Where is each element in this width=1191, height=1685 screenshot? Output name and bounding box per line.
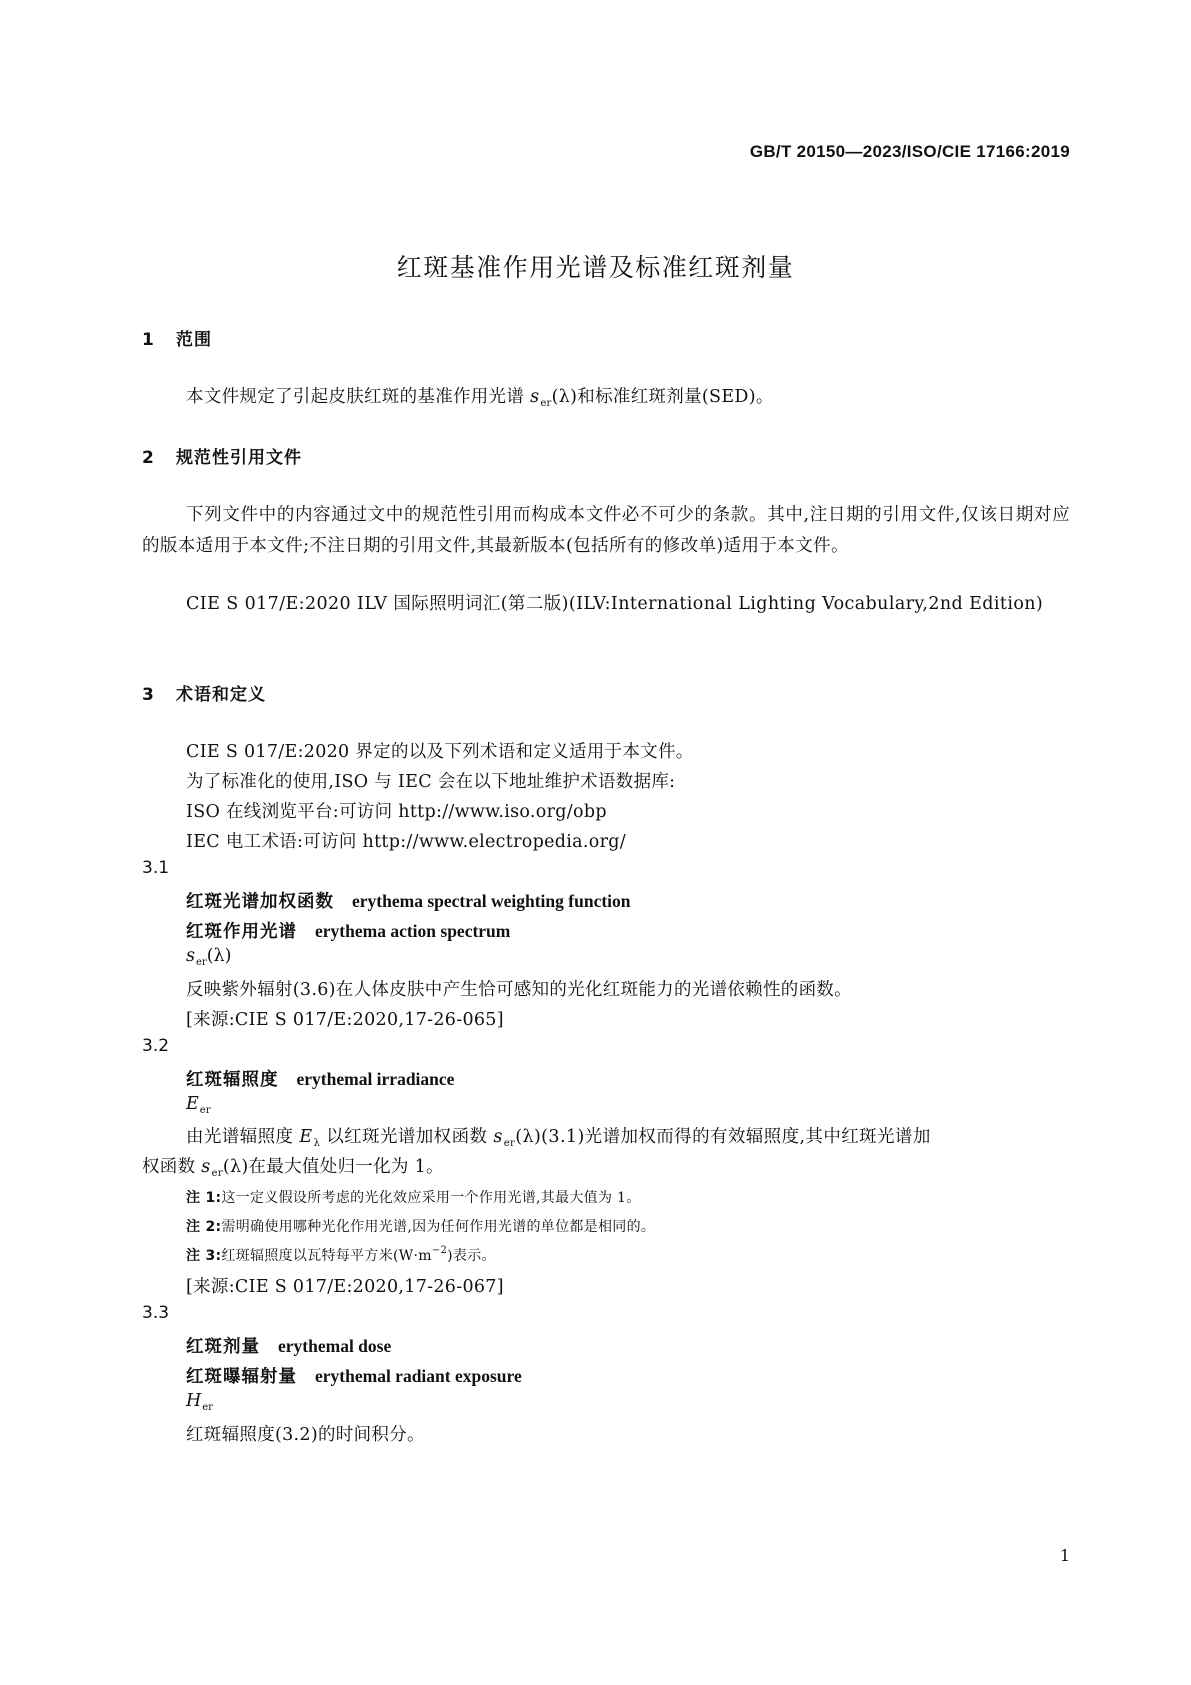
term-number: 3.1 (142, 858, 170, 878)
section-3-line-2: 为了标准化的使用,ISO 与 IEC 会在以下地址维护术语数据库: (186, 772, 676, 792)
symbol-subscript: λ (313, 1138, 321, 1149)
term-3-2-preferred (186, 1066, 454, 1091)
note-3 (186, 1245, 496, 1265)
symbol-s: s (530, 387, 540, 407)
note-label: 注 2: (186, 1219, 222, 1235)
section-2-heading (142, 443, 302, 468)
symbol-base: s (493, 1127, 503, 1147)
note-label: 注 1: (186, 1190, 222, 1206)
definition-text: (λ)(3.1)光谱加权而得的有效辐照度,其中红斑光谱加 (515, 1127, 931, 1147)
note-text: 需明确使用哪种光化作用光谱,因为任何作用光谱的单位都是相同的。 (221, 1219, 656, 1235)
section-title: 范围 (176, 330, 212, 350)
symbol-subscript: er (202, 1402, 213, 1413)
note-text: 红斑辐照度以瓦特每平方米(W·m (221, 1248, 432, 1264)
definition-text: 由光谱辐照度 (186, 1127, 300, 1147)
term-3-2-source: [来源:CIE S 017/E:2020,17-26-067] (186, 1277, 504, 1297)
note-label: 注 3: (186, 1248, 222, 1264)
symbol-subscript: er (211, 1168, 223, 1179)
term-zh: 红斑光谱加权函数 (186, 892, 334, 912)
term-en: erythemal radiant exposure (315, 1366, 522, 1386)
section-number: 2 (142, 448, 155, 468)
symbol-subscript: er (503, 1138, 516, 1149)
section-number: 3 (142, 685, 155, 705)
term-zh: 红斑辐照度 (186, 1070, 279, 1090)
term-number: 3.2 (142, 1036, 170, 1056)
term-3-3-preferred (186, 1333, 391, 1358)
normative-reference: CIE S 017/E:2020 ILV 国际照明词汇(第二版)(ILV:International Lighting Vocabulary,2nd Edition) (186, 594, 1044, 614)
note-superscript: −2 (431, 1245, 448, 1256)
symbol-subscript: er (199, 1105, 211, 1116)
scope-text-end: (λ)和标准红斑剂量(SED)。 (551, 387, 774, 407)
symbol-subscript: er (540, 398, 552, 409)
term-3-3-admitted (186, 1363, 522, 1388)
term-3-1-preferred (186, 888, 631, 913)
term-3-1-definition: 反映紫外辐射(3.6)在人体皮肤中产生恰可感知的光化红斑能力的光谱依赖性的函数。 (186, 980, 852, 1000)
document-title: 红斑基准作用光谱及标准红斑剂量 (396, 253, 795, 282)
section-1-heading (142, 325, 212, 350)
symbol-base: H (186, 1391, 202, 1411)
section-3-line-4: IEC 电工术语:可访问 http://www.electropedia.org/ (186, 832, 626, 852)
term-3-3-definition: 红斑辐照度(3.2)的时间积分。 (186, 1425, 425, 1445)
definition-text: (λ)在最大值处归一化为 1。 (222, 1157, 444, 1177)
note-2 (186, 1216, 655, 1236)
section-title: 术语和定义 (176, 685, 266, 705)
term-en: erythemal irradiance (296, 1069, 455, 1089)
symbol-argument: (λ) (206, 946, 232, 966)
note-1 (186, 1187, 641, 1207)
section-number: 1 (142, 330, 155, 350)
section-3-line-1: CIE S 017/E:2020 界定的以及下列术语和定义适用于本文件。 (186, 742, 694, 762)
scope-text: 本文件规定了引起皮肤红斑的基准作用光谱 (186, 387, 531, 407)
section-1-text (186, 383, 774, 409)
term-3-3-symbol (186, 1391, 213, 1413)
page-number: 1 (1059, 1546, 1070, 1565)
symbol-base: E (186, 1094, 199, 1114)
definition-text: 权函数 (142, 1157, 202, 1177)
term-number: 3.3 (142, 1303, 170, 1323)
symbol-base: E (299, 1127, 313, 1147)
term-zh: 红斑剂量 (186, 1337, 260, 1357)
section-title: 规范性引用文件 (176, 448, 302, 468)
term-zh: 红斑曝辐射量 (186, 1367, 297, 1387)
term-3-1-symbol (186, 946, 231, 968)
standard-code: GB/T 20150—2023/ISO/CIE 17166:2019 (749, 142, 1070, 161)
section-2-intro: 下列文件中的内容通过文中的规范性引用而构成本文件必不可少的条款。其中,注日期的引用文件,仅该日期对应的版本适用于本文件;不注日期的引用文件,其最新版本(包括所有的修改单)适用于本文件。 (142, 505, 1070, 556)
term-en: erythema action spectrum (315, 921, 511, 941)
term-3-1-admitted (186, 918, 510, 943)
term-3-1-source: [来源:CIE S 017/E:2020,17-26-065] (186, 1010, 504, 1030)
symbol-subscript: er (195, 957, 207, 968)
section-3-line-3: ISO 在线浏览平台:可访问 http://www.iso.org/obp (186, 802, 607, 822)
term-3-2-definition-line-2 (142, 1153, 444, 1179)
symbol-base: s (186, 946, 195, 966)
section-3-heading (142, 680, 266, 705)
term-en: erythemal dose (278, 1336, 392, 1356)
term-zh: 红斑作用光谱 (186, 922, 297, 942)
definition-text: 以红斑光谱加权函数 (320, 1127, 494, 1147)
symbol-base: s (201, 1157, 211, 1177)
note-text: 这一定义假设所考虑的光化效应采用一个作用光谱,其最大值为 1。 (221, 1190, 641, 1206)
note-text: )表示。 (447, 1248, 496, 1264)
term-en: erythema spectral weighting function (352, 891, 631, 911)
term-3-2-symbol (186, 1094, 210, 1116)
